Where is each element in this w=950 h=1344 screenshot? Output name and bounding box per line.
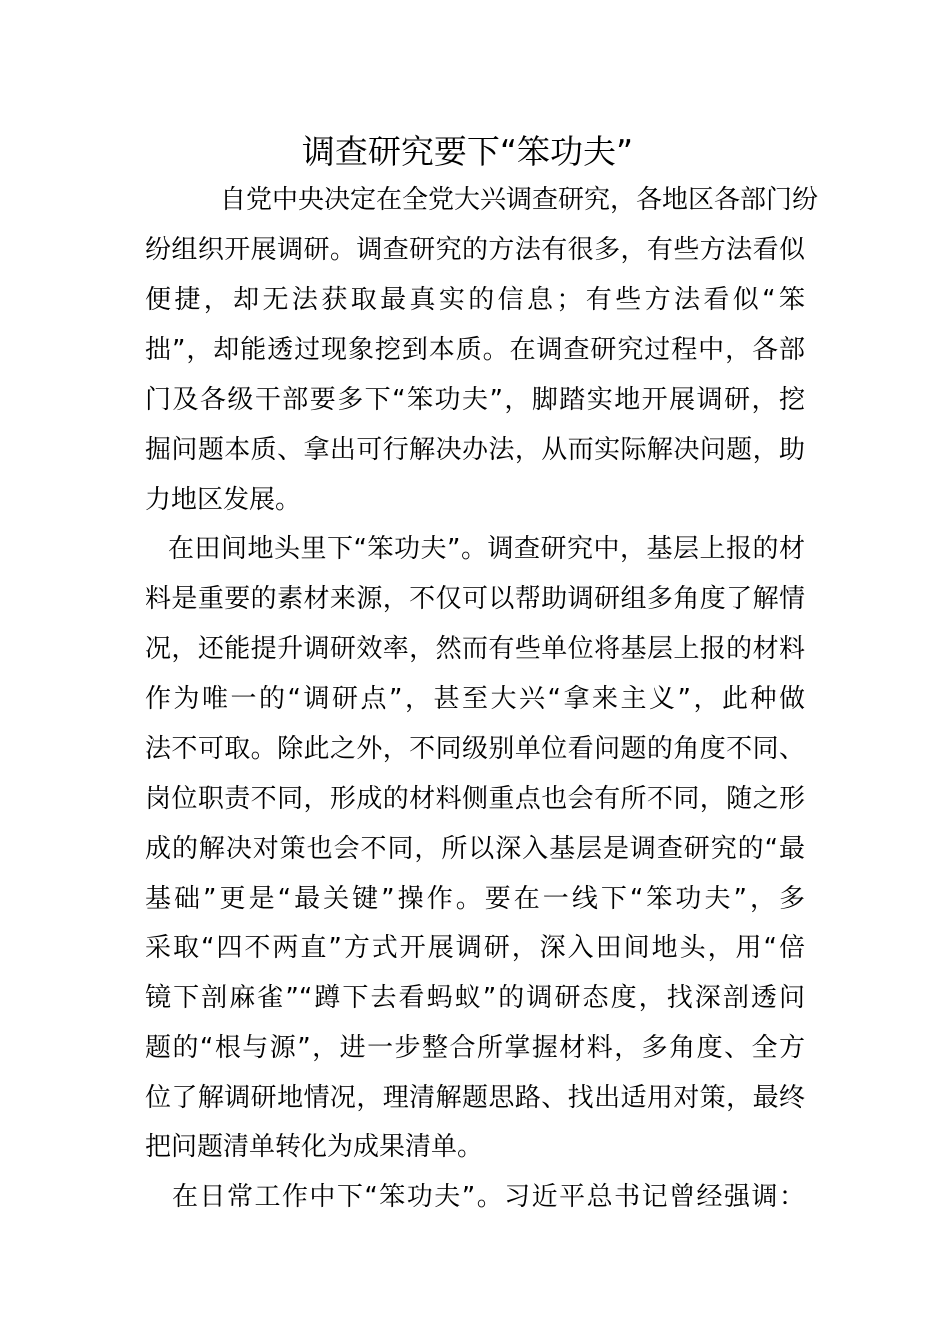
paragraph-line: 况，还能提升调研效率，然而有些单位将基层上报的材料: [145, 634, 805, 664]
paragraph-line: 门及各级干部要多下“笨功夫”，脚踏实地开展调研，挖: [145, 385, 805, 415]
paragraph-line: 基础”更是“最关键”操作。要在一线下“笨功夫”，多: [145, 884, 805, 914]
paragraph-line: 力地区发展。: [145, 485, 302, 515]
paragraph-line: 掘问题本质、拿出可行解决办法，从而实际解决问题，助: [145, 435, 805, 465]
paragraph-line: 自党中央决定在全党大兴调查研究，各地区各部门纷: [220, 185, 819, 215]
paragraph-line: 在日常工作中下“笨功夫”。习近平总书记曾经强调：: [172, 1182, 805, 1212]
paragraph-line: 在田间地头里下“笨功夫”。调查研究中，基层上报的材: [168, 534, 805, 564]
paragraph-line: 法不可取。除此之外，不同级别单位看问题的角度不同、: [145, 734, 805, 764]
paragraph-line: 位了解调研地情况，理清解题思路、找出适用对策，最终: [145, 1083, 805, 1113]
paragraph-line: 便捷，却无法获取最真实的信息；有些方法看似“笨: [145, 285, 805, 315]
paragraph-line: 料是重要的素材来源，不仅可以帮助调研组多角度了解情: [145, 584, 805, 614]
paragraph-line: 作为唯一的“调研点”，甚至大兴“拿来主义”，此种做: [145, 684, 805, 714]
paragraph-line: 岗位职责不同，形成的材料侧重点也会有所不同，随之形: [145, 784, 805, 814]
paragraph-line: 镜下剖麻雀”“蹲下去看蚂蚁”的调研态度，找深剖透问: [145, 983, 805, 1013]
paragraph-line: 拙”，却能透过现象挖到本质。在调查研究过程中，各部: [145, 335, 805, 365]
paragraph-line: 采取“四不两直”方式开展调研，深入田间地头，用“倍: [145, 933, 805, 963]
paragraph-line: 把问题清单转化为成果清单。: [145, 1132, 484, 1162]
paragraph-line: 纷组织开展调研。调查研究的方法有很多，有些方法看似: [145, 235, 805, 265]
paragraph-line: 成的解决对策也会不同，所以深入基层是调查研究的“最: [145, 834, 805, 864]
paragraph-line: 题的“根与源”，进一步整合所掌握材料，多角度、全方: [145, 1033, 805, 1063]
document-title: 调查研究要下“笨功夫”: [301, 132, 634, 171]
